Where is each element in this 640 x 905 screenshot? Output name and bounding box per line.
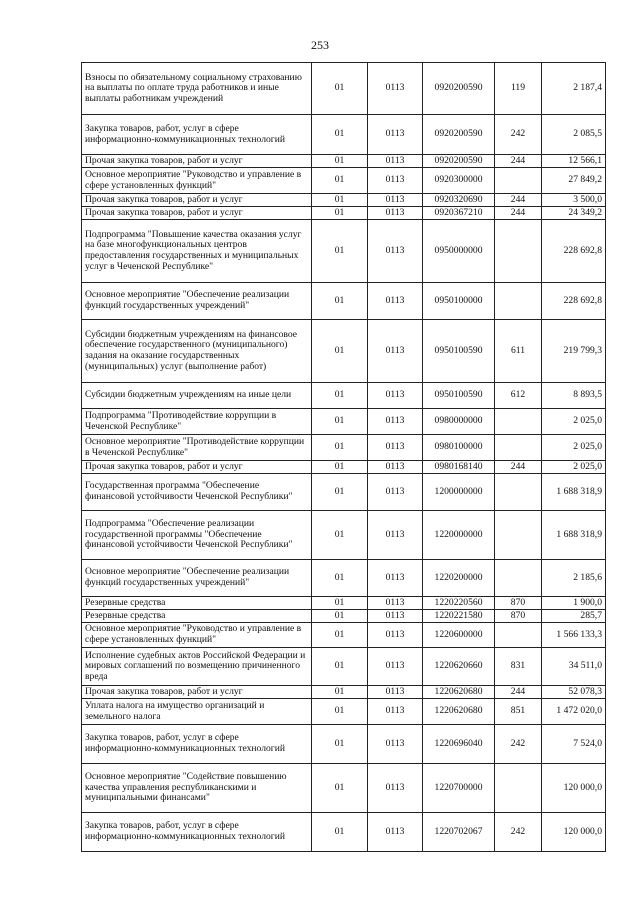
cell-name: Закупка товаров, работ, услуг в сфере информационно-коммуникационных технологий [82, 725, 312, 764]
cell-subsection: 0113 [368, 409, 423, 435]
cell-section: 01 [312, 686, 368, 699]
cell-section: 01 [312, 813, 368, 852]
table-row [82, 320, 606, 383]
cell-target-article: 1220696040 [423, 725, 495, 764]
budget-table-body [82, 63, 606, 852]
cell-target-article: 0950100590 [423, 320, 495, 383]
cell-expense-type [495, 220, 542, 283]
cell-amount: 1 688 318,9 [542, 511, 606, 560]
cell-name: Основное мероприятие "Противодействие коррупции в Чеченской Республике" [82, 435, 312, 461]
cell-section: 01 [312, 63, 368, 115]
cell-subsection: 0113 [368, 220, 423, 283]
cell-amount: 2 025,0 [542, 435, 606, 461]
cell-amount: 120 000,0 [542, 813, 606, 852]
cell-expense-type: 244 [495, 461, 542, 474]
cell-target-article: 1220702067 [423, 813, 495, 852]
cell-section: 01 [312, 511, 368, 560]
cell-section: 01 [312, 648, 368, 686]
table-row [82, 610, 606, 623]
cell-name: Резервные средства [82, 610, 312, 623]
cell-target-article: 0920200590 [423, 63, 495, 115]
table-row [82, 686, 606, 699]
cell-amount: 228 692,8 [542, 283, 606, 320]
cell-target-article: 1220600000 [423, 623, 495, 648]
cell-subsection: 0113 [368, 597, 423, 610]
cell-target-article: 0920320690 [423, 194, 495, 207]
cell-name: Резервные средства [82, 597, 312, 610]
cell-subsection: 0113 [368, 511, 423, 560]
cell-section: 01 [312, 474, 368, 511]
cell-subsection: 0113 [368, 813, 423, 852]
cell-subsection: 0113 [368, 207, 423, 220]
table-row [82, 220, 606, 283]
cell-target-article: 0980000000 [423, 409, 495, 435]
cell-target-article: 0920367210 [423, 207, 495, 220]
cell-section: 01 [312, 435, 368, 461]
cell-target-article: 0950100590 [423, 383, 495, 409]
cell-name: Основное мероприятие "Руководство и управление в сфере установленных функций" [82, 623, 312, 648]
cell-amount: 1 688 318,9 [542, 474, 606, 511]
cell-name: Прочая закупка товаров, работ и услуг [82, 155, 312, 168]
cell-expense-type [495, 474, 542, 511]
table-row [82, 725, 606, 764]
cell-amount: 7 524,0 [542, 725, 606, 764]
table-row [82, 63, 606, 115]
table-row [82, 115, 606, 155]
table-row [82, 764, 606, 813]
cell-expense-type [495, 623, 542, 648]
cell-name: Основное мероприятие "Обеспечение реализации функций государственных учреждений" [82, 283, 312, 320]
cell-amount: 2 025,0 [542, 461, 606, 474]
cell-subsection: 0113 [368, 610, 423, 623]
cell-subsection: 0113 [368, 699, 423, 725]
cell-amount: 8 893,5 [542, 383, 606, 409]
cell-name: Подпрограмма "Противодействие коррупции в Чеченской Республике" [82, 409, 312, 435]
cell-subsection: 0113 [368, 155, 423, 168]
cell-section: 01 [312, 320, 368, 383]
table-row [82, 283, 606, 320]
cell-subsection: 0113 [368, 283, 423, 320]
cell-expense-type: 244 [495, 194, 542, 207]
cell-section: 01 [312, 409, 368, 435]
cell-name: Уплата налога на имущество организаций и земельного налога [82, 699, 312, 725]
cell-subsection: 0113 [368, 168, 423, 194]
cell-section: 01 [312, 207, 368, 220]
cell-section: 01 [312, 168, 368, 194]
cell-name: Закупка товаров, работ, услуг в сфере информационно-коммуникационных технологий [82, 115, 312, 155]
cell-subsection: 0113 [368, 560, 423, 597]
cell-name: Исполнение судебных актов Российской Федерации и мировых соглашений по возмещению причиненного вреда [82, 648, 312, 686]
cell-subsection: 0113 [368, 461, 423, 474]
cell-amount: 1 472 020,0 [542, 699, 606, 725]
cell-name: Подпрограмма "Повышение качества оказания услуг на базе многофункциональных центров предоставления государственных и муниципальных услуг в Чеченской Республике" [82, 220, 312, 283]
cell-expense-type: 870 [495, 610, 542, 623]
cell-subsection: 0113 [368, 623, 423, 648]
cell-amount: 27 849,2 [542, 168, 606, 194]
cell-subsection: 0113 [368, 725, 423, 764]
cell-name: Основное мероприятие "Обеспечение реализации функций государственных учреждений" [82, 560, 312, 597]
cell-expense-type: 242 [495, 813, 542, 852]
cell-subsection: 0113 [368, 63, 423, 115]
table-row [82, 597, 606, 610]
cell-subsection: 0113 [368, 474, 423, 511]
cell-name: Основное мероприятие "Содействие повышению качества управления республиканскими и муниципальными финансами" [82, 764, 312, 813]
cell-expense-type: 612 [495, 383, 542, 409]
cell-section: 01 [312, 597, 368, 610]
cell-name: Закупка товаров, работ, услуг в сфере информационно-коммуникационных технологий [82, 813, 312, 852]
cell-subsection: 0113 [368, 435, 423, 461]
cell-expense-type: 851 [495, 699, 542, 725]
page-number: 253 [311, 38, 329, 52]
cell-name: Субсидии бюджетным учреждениям на иные цели [82, 383, 312, 409]
cell-amount: 219 799,3 [542, 320, 606, 383]
cell-section: 01 [312, 155, 368, 168]
cell-expense-type: 870 [495, 597, 542, 610]
cell-target-article: 1220700000 [423, 764, 495, 813]
cell-section: 01 [312, 725, 368, 764]
cell-amount: 12 566,1 [542, 155, 606, 168]
cell-subsection: 0113 [368, 686, 423, 699]
cell-amount: 24 349,2 [542, 207, 606, 220]
cell-target-article: 0920200590 [423, 115, 495, 155]
cell-name: Государственная программа "Обеспечение финансовой устойчивости Чеченской Республики" [82, 474, 312, 511]
cell-section: 01 [312, 610, 368, 623]
cell-expense-type: 242 [495, 725, 542, 764]
cell-name: Прочая закупка товаров, работ и услуг [82, 207, 312, 220]
cell-target-article: 1220620680 [423, 699, 495, 725]
cell-subsection: 0113 [368, 320, 423, 383]
cell-section: 01 [312, 560, 368, 597]
cell-subsection: 0113 [368, 648, 423, 686]
cell-amount: 2 085,5 [542, 115, 606, 155]
cell-amount: 1 566 133,3 [542, 623, 606, 648]
table-row [82, 194, 606, 207]
table-row [82, 409, 606, 435]
table-row [82, 699, 606, 725]
table-row [82, 207, 606, 220]
cell-expense-type: 831 [495, 648, 542, 686]
cell-expense-type [495, 168, 542, 194]
cell-amount: 2 185,6 [542, 560, 606, 597]
cell-target-article: 1220220560 [423, 597, 495, 610]
table-row [82, 461, 606, 474]
cell-target-article: 1220620680 [423, 686, 495, 699]
cell-expense-type [495, 283, 542, 320]
cell-target-article: 1200000000 [423, 474, 495, 511]
cell-subsection: 0113 [368, 115, 423, 155]
cell-target-article: 0920300000 [423, 168, 495, 194]
cell-amount: 1 900,0 [542, 597, 606, 610]
cell-expense-type: 244 [495, 155, 542, 168]
cell-name: Подпрограмма "Обеспечение реализации государственной программы "Обеспечение финансовой устойчивости Чеченской Республики" [82, 511, 312, 560]
cell-section: 01 [312, 699, 368, 725]
cell-expense-type [495, 560, 542, 597]
cell-name: Прочая закупка товаров, работ и услуг [82, 194, 312, 207]
cell-amount: 34 511,0 [542, 648, 606, 686]
cell-amount: 120 000,0 [542, 764, 606, 813]
cell-section: 01 [312, 764, 368, 813]
table-row [82, 511, 606, 560]
table-row [82, 168, 606, 194]
cell-target-article: 0950000000 [423, 220, 495, 283]
cell-expense-type [495, 435, 542, 461]
cell-target-article: 0980100000 [423, 435, 495, 461]
table-row [82, 648, 606, 686]
cell-amount: 3 500,0 [542, 194, 606, 207]
cell-section: 01 [312, 220, 368, 283]
cell-name: Прочая закупка товаров, работ и услуг [82, 686, 312, 699]
cell-expense-type [495, 511, 542, 560]
table-row [82, 813, 606, 852]
cell-target-article: 0920200590 [423, 155, 495, 168]
cell-name: Прочая закупка товаров, работ и услуг [82, 461, 312, 474]
cell-subsection: 0113 [368, 194, 423, 207]
cell-target-article: 1220200000 [423, 560, 495, 597]
cell-expense-type: 244 [495, 686, 542, 699]
cell-target-article: 1220620660 [423, 648, 495, 686]
cell-expense-type: 242 [495, 115, 542, 155]
cell-expense-type: 119 [495, 63, 542, 115]
cell-section: 01 [312, 461, 368, 474]
cell-section: 01 [312, 283, 368, 320]
cell-target-article: 1220221580 [423, 610, 495, 623]
table-row [82, 383, 606, 409]
table-row [82, 623, 606, 648]
table-row [82, 560, 606, 597]
cell-expense-type: 244 [495, 207, 542, 220]
cell-amount: 228 692,8 [542, 220, 606, 283]
cell-subsection: 0113 [368, 383, 423, 409]
cell-section: 01 [312, 115, 368, 155]
cell-expense-type: 611 [495, 320, 542, 383]
cell-amount: 2 025,0 [542, 409, 606, 435]
table-row [82, 474, 606, 511]
cell-expense-type [495, 409, 542, 435]
cell-section: 01 [312, 383, 368, 409]
cell-amount: 285,7 [542, 610, 606, 623]
cell-amount: 52 078,3 [542, 686, 606, 699]
cell-section: 01 [312, 623, 368, 648]
cell-name: Основное мероприятие "Руководство и управление в сфере установленных функций" [82, 168, 312, 194]
table-row [82, 435, 606, 461]
cell-target-article: 1220000000 [423, 511, 495, 560]
cell-name: Субсидии бюджетным учреждениям на финансовое обеспечение государственного (муниципального) задания на оказание государственных (муниципальных) услуг (выполнение работ) [82, 320, 312, 383]
budget-table [81, 62, 606, 852]
cell-target-article: 0980168140 [423, 461, 495, 474]
cell-expense-type [495, 764, 542, 813]
cell-amount: 2 187,4 [542, 63, 606, 115]
cell-section: 01 [312, 194, 368, 207]
cell-target-article: 0950100000 [423, 283, 495, 320]
table-row [82, 155, 606, 168]
cell-name: Взносы по обязательному социальному страхованию на выплаты по оплате труда работников и иные выплаты работникам учреждений [82, 63, 312, 115]
cell-subsection: 0113 [368, 764, 423, 813]
